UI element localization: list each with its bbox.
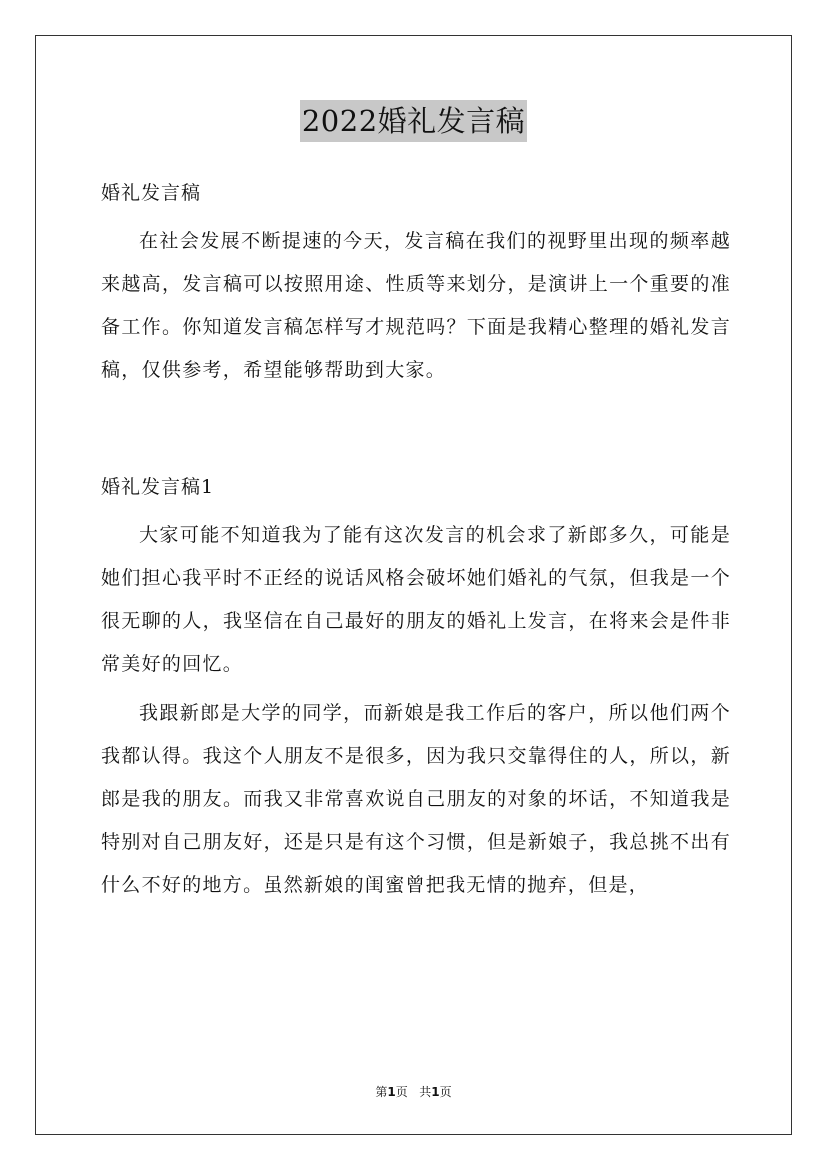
document-title: 2022婚礼发言稿 [300,100,527,142]
spacer [101,392,731,466]
section1-paragraph-1: 大家可能不知道我为了能有这次发言的机会求了新郎多久，可能是她们担心我平时不正经的说话风格会破坏她们婚礼的气氛，但我是一个很无聊的人，我坚信在自己最好的朋友的婚礼上发言，在将来会是件非常美好的回忆。 [101,524,731,675]
page-footer [0,1083,827,1101]
title-block [0,100,827,142]
page-current: 1 [387,1085,396,1099]
intro-paragraph: 在社会发展不断提速的今天，发言稿在我们的视野里出现的频率越来越高，发言稿可以按照用途、性质等来划分，是演讲上一个重要的准备工作。你知道发言稿怎样写才规范吗？下面是我精心整理的婚礼发言稿，仅供参考，希望能够帮助到大家。 [101,230,731,381]
total-prefix: 共 [419,1085,432,1099]
document-body [101,172,731,907]
section1-heading: 婚礼发言稿1 [101,476,215,498]
page-prefix: 第 [375,1085,388,1099]
page-total: 1 [431,1085,440,1099]
total-suffix: 页 [439,1085,452,1099]
page-suffix: 页 [395,1085,408,1099]
intro-heading: 婚礼发言稿 [101,182,202,204]
section1-paragraph-2: 我跟新郎是大学的同学，而新娘是我工作后的客户，所以他们两个我都认得。我这个人朋友不是很多，因为我只交靠得住的人，所以，新郎是我的朋友。而我又非常喜欢说自己朋友的对象的坏话，不知道我是特别对自己朋友好，还是只是有这个习惯，但是新娘子，我总挑不出有什么不好的地方。虽然新娘的闺蜜曾把我无情的抛弃，但是， [101,702,731,896]
